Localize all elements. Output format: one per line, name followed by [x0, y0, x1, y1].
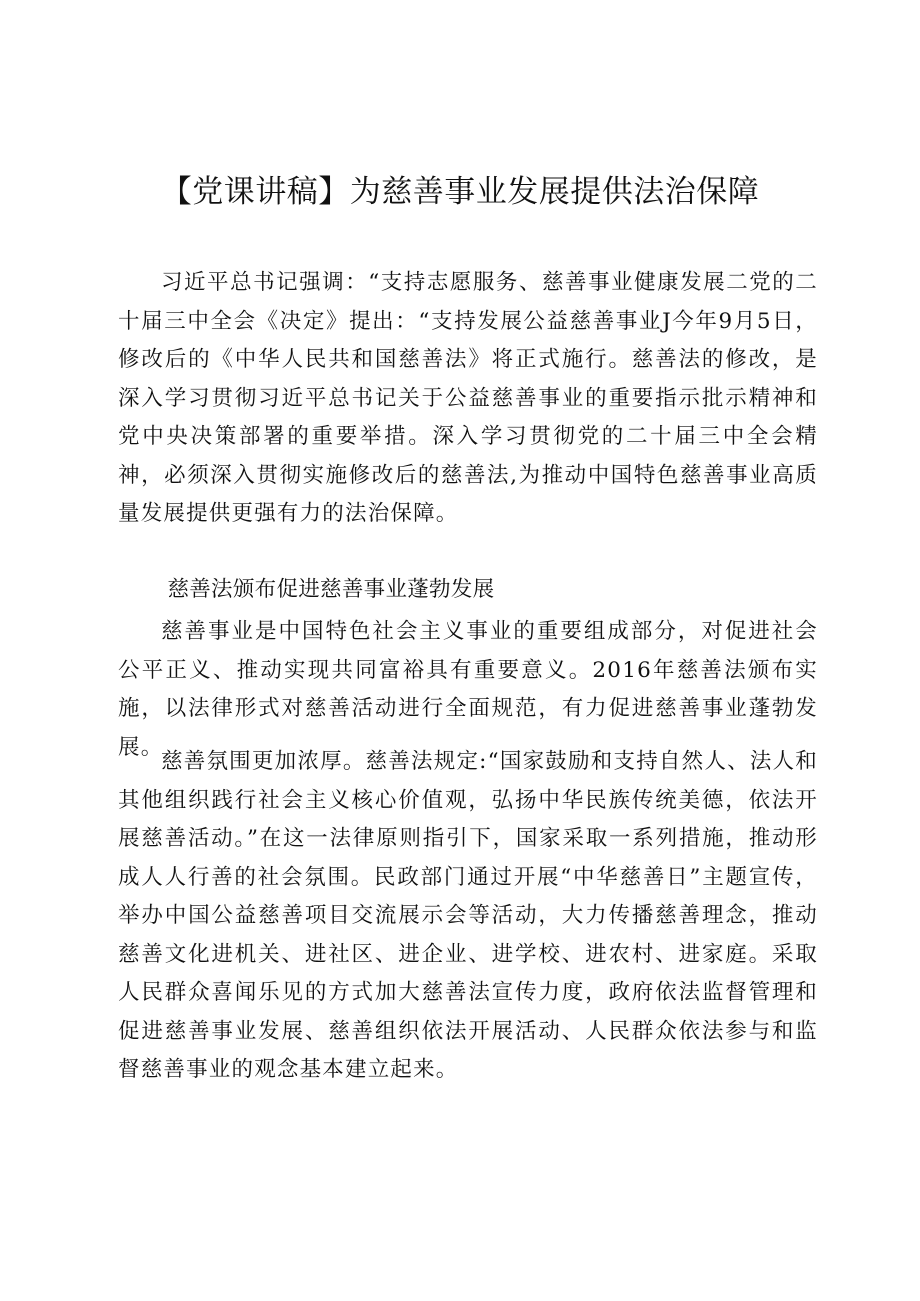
document-title: 【党课讲稿】为慈善事业发展提供法治保障	[160, 174, 760, 210]
paragraph-intro: 习近平总书记强调：“支持志愿服务、慈善事业健康发展二党的二十届三中全会《决定》提出：“支持发展公益慈善事业J今年9月5日，修改后的《中华人民共和国慈善法》将正式施行。慈善法的修改，是深入学习贯彻习近平总书记关于公益慈善事业的重要指示批示精神和党中央决策部署的重要举措。深入学习贯彻党的二十届三中全会精神，必须深入贯彻实施修改后的慈善法,为推动中国特色慈善事业高质量发展提供更强有力的法治保障。	[118, 270, 818, 526]
paragraph-atmosphere: 慈善氛围更加浓厚。慈善法规定:“国家鼓励和支持自然人、法人和其他组织践行社会主义核心价值观，弘扬中华民族传统美德，依法开展慈善活动。”在这一法律原则指引下，国家采取一系列措施，推动形成人人行善的社会氛围。民政部门通过开展“中华慈善日”主题宣传，举办中国公益慈善项目交流展示会等活动，大力传播慈善理念，推动慈善文化进机关、进社区、进企业、进学校、进农村、进家庭。采取人民群众喜闻乐见的方式加大慈善法宣传力度，政府依法监督管理和促进慈善事业发展、慈善组织依法开展活动、人民群众依法参与和监督慈善事业的观念基本建立起来。	[118, 749, 818, 1082]
paragraph-significance: 慈善事业是中国特色社会主义事业的重要组成部分，对促进社会公平正义、推动实现共同富裕具有重要意义。2016年慈善法颁布实施，以法律形式对慈善活动进行全面规范，有力促进慈善事业蓬勃发展。	[118, 619, 818, 760]
section-heading: 慈善法颁布促进慈善事业蓬勃发展	[167, 577, 495, 602]
